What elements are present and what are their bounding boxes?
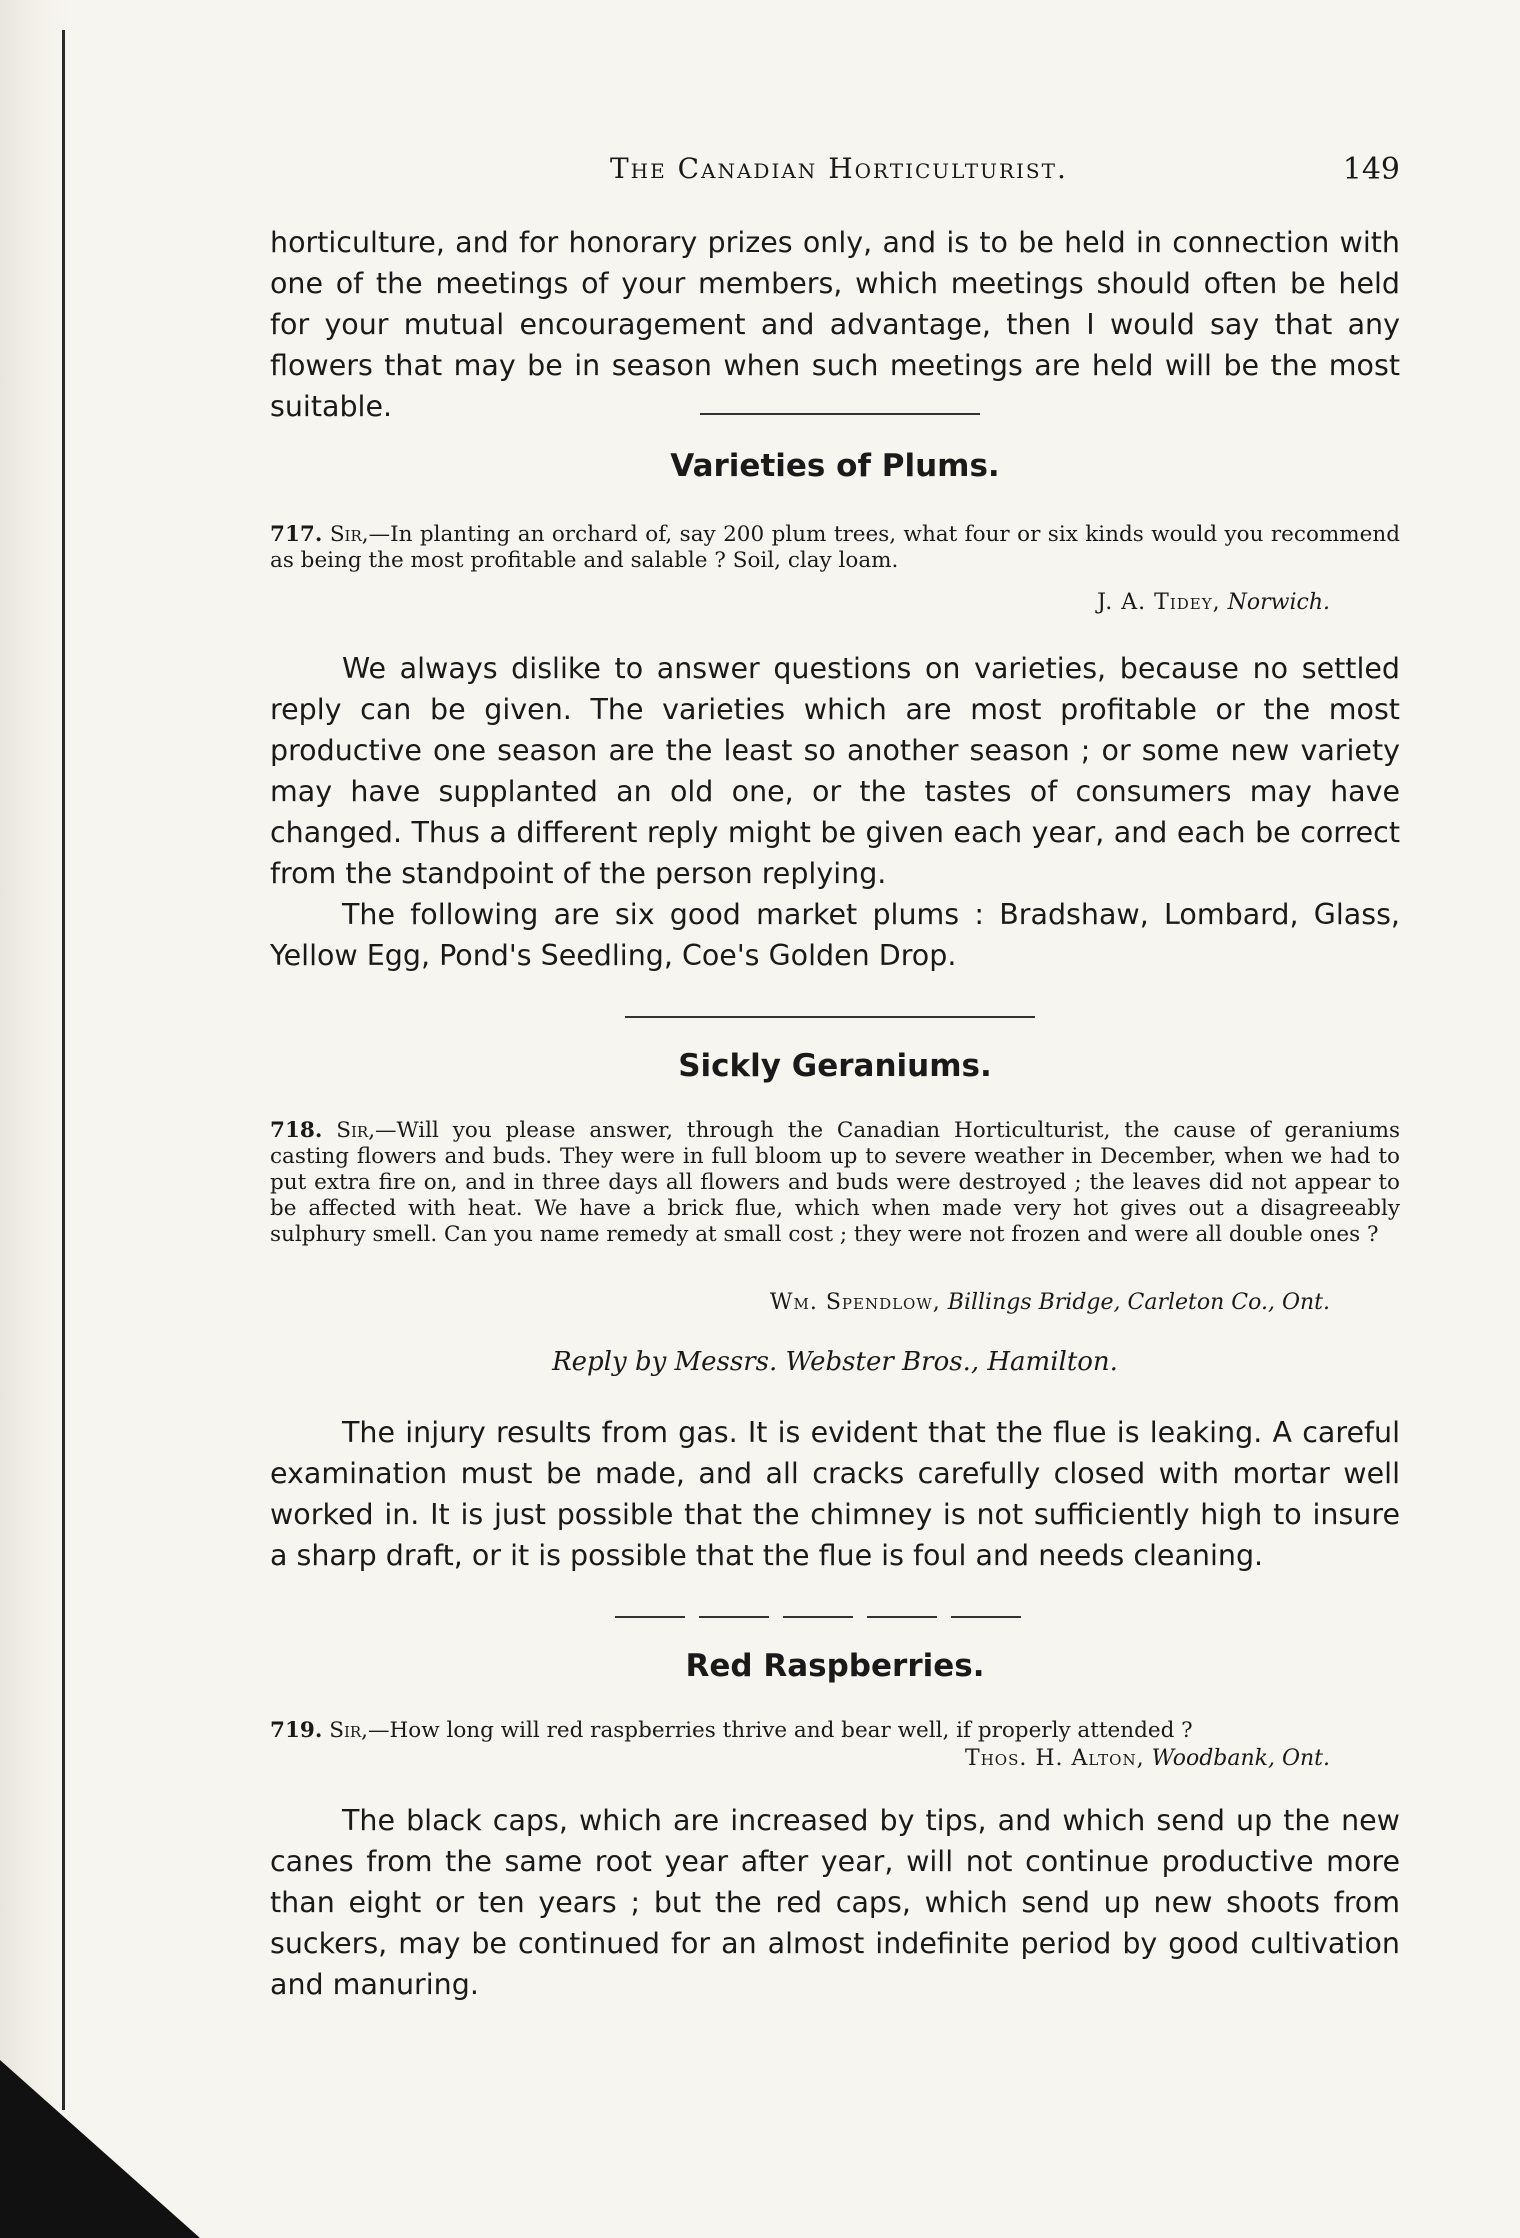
- answer-paragraph: The black caps, which are increased by tips, and which send up the new canes from the same root year after year, will not continue productive more than eight or ten years ; but the red caps, which send up new shoots from suckers, may be continued for an almost indefinite period by good cultivation and manuring.: [270, 1804, 1400, 2001]
- signature-place: Billings Bridge, Carleton Co., Ont.: [947, 1290, 1330, 1315]
- salutation: Sir,: [329, 522, 369, 547]
- letter-717: [270, 522, 1400, 574]
- section-title-raspberries: Red Raspberries.: [685, 1648, 985, 1684]
- section-title-geraniums: Sickly Geraniums.: [678, 1048, 992, 1084]
- salutation: Sir,: [336, 1118, 376, 1143]
- section-divider: [615, 1616, 1035, 1618]
- signature-place: Woodbank, Ont.: [1151, 1746, 1330, 1771]
- salutation: Sir,: [329, 1718, 369, 1743]
- page-corner-shadow: [0, 2060, 200, 2238]
- signature-719: [270, 1746, 1330, 1771]
- signature-name: Wm. Spendlow,: [769, 1290, 941, 1315]
- signature-place: Norwich.: [1227, 590, 1330, 615]
- answer-paragraph: We always dislike to answer questions on varieties, because no settled reply can be given. The varieties which are most profitable or the most productive one season are the least so another season ; or some new variety may have supplanted an old one, or the tastes of consumers may have changed. Thus a different reply might be given each year, and each be correct from the standpoint of the person replying.: [270, 652, 1400, 890]
- question-text: —Will you please answer, through the Canadian Horticulturist, the cause of geraniums casting flowers and buds. They were in full bloom up to severe weather in December, when we had to put extra fire on, and in three days all flowers and buds were destroyed ; the leaves did not appear to be affected with heat. We have a brick flue, which when made very hot gives out a disagreeably sulphury smell. Can you name remedy at small cost ; they were not frozen and were all double ones ?: [270, 1118, 1400, 1247]
- question-text: —How long will red raspberries thrive and bear well, if properly attended ?: [368, 1718, 1193, 1743]
- letter-718: [270, 1118, 1400, 1248]
- running-title: The Canadian Horticulturist.: [610, 152, 1068, 185]
- question-number: 718.: [270, 1118, 323, 1143]
- signature-name: J. A. Tidey,: [1097, 590, 1221, 615]
- answer-paragraph: The injury results from gas. It is evident that the flue is leaking. A careful examination must be made, and all cracks carefully closed with mortar well worked in. It is just possible that the chimney is not sufficiently high to insure a sharp draft, or it is possible that the flue is foul and needs cleaning.: [270, 1416, 1400, 1572]
- intro-paragraph: horticulture, and for honorary prizes only, and is to be held in connection with one of the meetings of your members, which meetings should often be held for your mutual encouragement and advantage, then I would say that any flowers that may be in season when such meetings are held will be the most suitable.: [270, 226, 1400, 423]
- book-spine-shadow: [0, 0, 70, 2238]
- section-divider: [700, 413, 980, 415]
- question-number: 717.: [270, 522, 323, 547]
- page-number: 149: [1342, 152, 1400, 187]
- signature-717: [270, 590, 1330, 615]
- letter-719: [270, 1718, 1400, 1744]
- signature-718: [270, 1290, 1330, 1315]
- section-title-plums: Varieties of Plums.: [670, 448, 1000, 484]
- page-gutter-line: [62, 30, 65, 2110]
- question-text: —In planting an orchard of, say 200 plum trees, what four or six kinds would you recommend as being the most profitable and salable ? Soil, clay loam.: [270, 522, 1400, 573]
- reply-attribution: Reply by Messrs. Webster Bros., Hamilton.: [552, 1347, 1118, 1377]
- page-header: [270, 152, 1400, 192]
- question-number: 719.: [270, 1718, 323, 1743]
- answer-paragraph: The following are six good market plums : Bradshaw, Lombard, Glass, Yellow Egg, Pond's Seedling, Coe's Golden Drop.: [270, 898, 1400, 972]
- section-divider: [625, 1016, 1035, 1018]
- signature-name: Thos. H. Alton,: [965, 1746, 1145, 1771]
